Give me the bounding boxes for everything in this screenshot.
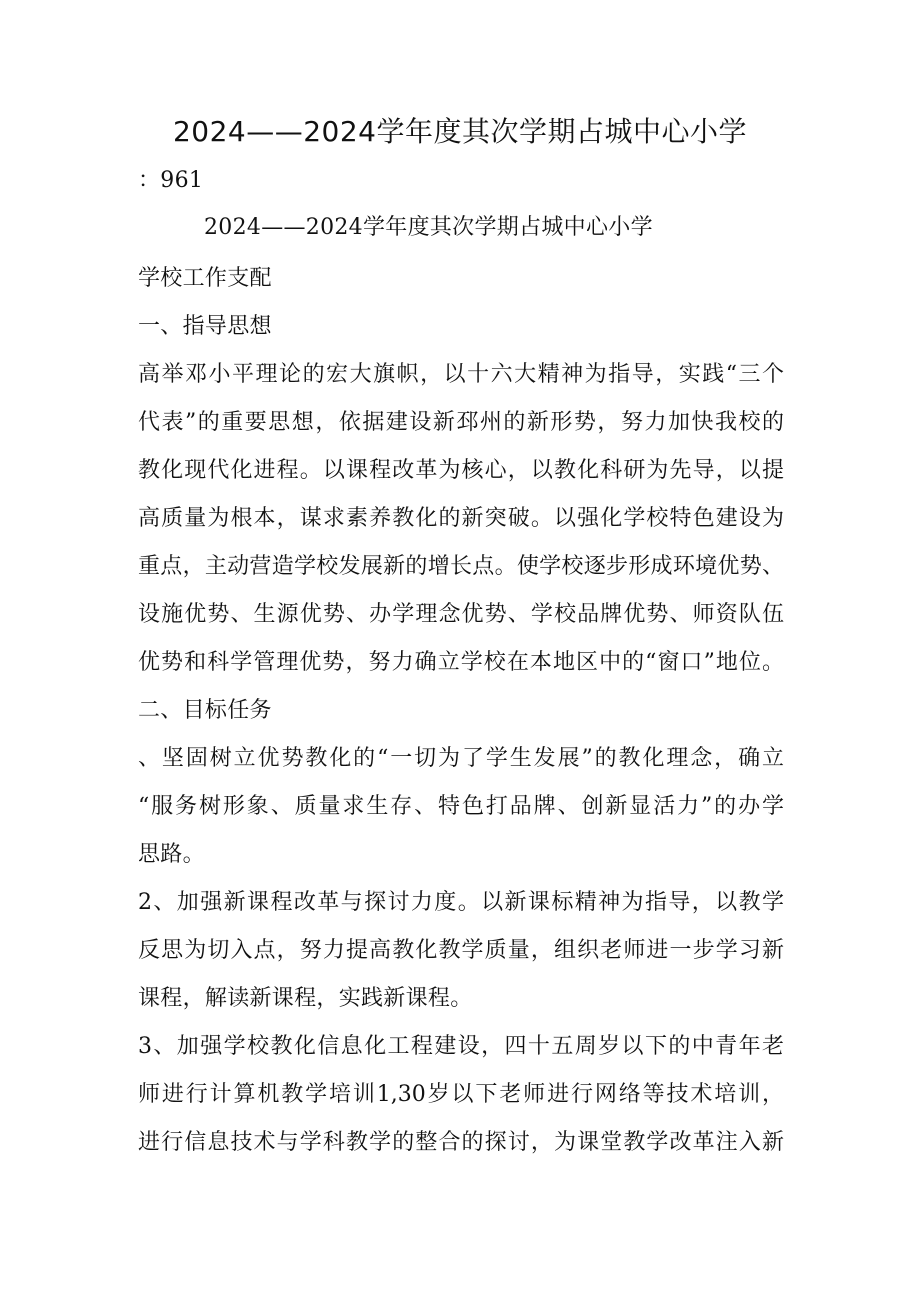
document-number: ：961	[138, 168, 204, 193]
paragraph-line: 优势和科学管理优势，努力确立学校在本地区中的“窗口”地位。	[138, 650, 784, 675]
list-item-line: 思路。	[138, 842, 205, 867]
list-item-line: 师进行计算机教学培训1,30岁以下老师进行网络等技术培训，	[138, 1082, 784, 1107]
document-subtitle: 2024——2024学年度其次学期占城中心小学	[204, 215, 653, 240]
section-heading-goals: 二、目标任务	[138, 698, 272, 723]
list-item-line: 2、加强新课程改革与探讨力度。以新课标精神为指导，以教学	[138, 890, 784, 915]
list-item-line: 反思为切入点，努力提高教化教学质量，组织老师进一步学习新	[138, 938, 784, 963]
paragraph-line: 代表”的重要思想，依据建设新邳州的新形势，努力加快我校的	[138, 410, 784, 435]
paragraph-line: 教化现代化进程。以课程改革为核心，以教化科研为先导，以提	[138, 458, 784, 483]
document-heading: 学校工作支配	[138, 266, 272, 291]
list-item-line: 、坚固树立优势教化的“一切为了学生发展”的教化理念，确立	[138, 746, 784, 771]
paragraph-line: 重点，主动营造学校发展新的增长点。使学校逐步形成环境优势、	[138, 554, 784, 579]
paragraph-line: 高举邓小平理论的宏大旗帜，以十六大精神为指导，实践“三个	[138, 362, 784, 387]
list-item-line: 课程，解读新课程，实践新课程。	[138, 986, 473, 1011]
list-item-line: 3、加强学校教化信息化工程建设，四十五周岁以下的中青年老	[138, 1034, 784, 1059]
document-title: 2024——2024学年度其次学期占城中心小学	[172, 115, 748, 148]
paragraph-line: 设施优势、生源优势、办学理念优势、学校品牌优势、师资队伍	[138, 602, 784, 627]
paragraph-line: 高质量为根本，谋求素养教化的新突破。以强化学校特色建设为	[138, 506, 784, 531]
list-item-line: “服务树形象、质量求生存、特色打品牌、创新显活力”的办学	[138, 794, 784, 819]
section-heading-guiding-thought: 一、指导思想	[138, 314, 272, 339]
list-item-line: 进行信息技术与学科教学的整合的探讨，为课堂教学改革注入新	[138, 1130, 784, 1155]
